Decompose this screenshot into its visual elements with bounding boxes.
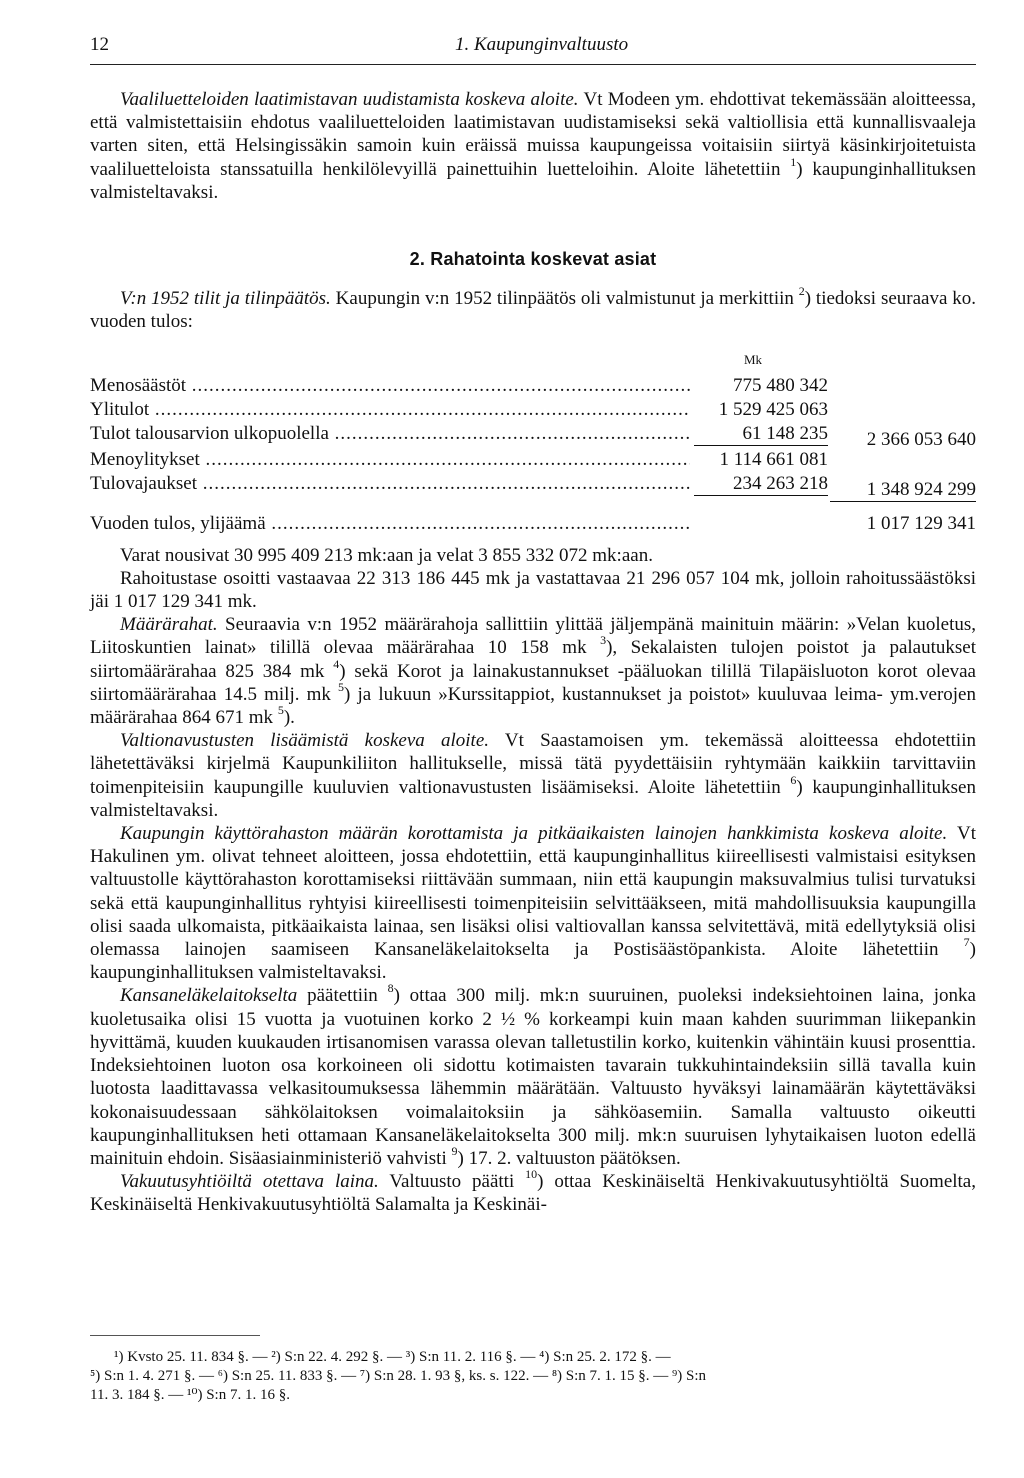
ledger-row — [90, 422, 990, 450]
footnote-ref: 9 — [451, 1143, 458, 1158]
paragraph-text: Seuraavia v:n 1952 määrärahoja sallittiin ylittää jäljempänä mainituin määrin: »Velan kuoletus, Liitoskuntien lainat» tilillä olevaa määrärahaa 10 158 mk — [90, 614, 976, 659]
ledger-label: Menoylitykset ..... — [90, 448, 690, 471]
ledger-value: 1 529 425 063 — [718, 398, 828, 420]
ledger-label: Tulot talousarvion ulkopuolella ..... — [90, 422, 690, 445]
paragraph-text: ) sekä Korot ja lainakustannukset -pääluokan tilillä Tilapäisluoton korot olevaa siirtomäärärahaa 14.5 milj. mk — [90, 660, 976, 705]
ledger-value: 775 480 342 — [733, 374, 828, 396]
paragraph-text: ) kaupunginhallituksen valmisteltavaksi. — [90, 158, 976, 203]
paragraph-text: ), Sekalaisten tulojen poistot ja palautukset siirtomäärärahaa 825 384 mk — [90, 637, 976, 682]
footnote-ref: 1 — [790, 154, 797, 169]
footnote-line: ¹) Kvsto 25. 11. 834 §. — ²) S:n 22. 4. 292 §. — ³) S:n 11. 2. 116 §. — ⁴) S:n 25. 2. 172 §. — — [114, 1349, 671, 1365]
ledger-subtotal: 1 348 924 299 — [830, 478, 976, 502]
paragraph-pension-institution-loan — [90, 981, 976, 1170]
running-title: 1. Kaupunginvaltuusto — [455, 34, 629, 55]
footnote-ref: 10 — [525, 1167, 538, 1182]
ledger-label: Tulovajaukset ..... — [90, 472, 690, 495]
ledger-row — [90, 398, 990, 421]
footnote-ref: 3 — [600, 633, 607, 648]
footnote-line: ⁵) S:n 1. 4. 271 §. — ⁶) S:n 25. 11. 833 §. — ⁷) S:n 28. 1. 93 §, ks. s. 122. — ⁸) S:n 7. 1. 15 §. — ⁹) S:n — [90, 1368, 707, 1384]
ledger-row-result — [90, 512, 990, 535]
footnotes — [90, 1335, 976, 1405]
paragraph-title: Määrärahat. — [120, 614, 218, 636]
footnote-ref: 7 — [963, 935, 970, 950]
paragraph-text: ) kaupunginhallituksen valmisteltavaksi. — [90, 939, 976, 984]
paragraph-appropriations — [90, 613, 976, 729]
footnote-ref: 4 — [333, 656, 340, 671]
ledger-value: 61 148 235 — [694, 422, 828, 446]
paragraph-title: Kaupungin käyttörahaston määrän korottamista ja pitkäaikaisten lainojen hankkimista koskeva aloite. — [120, 823, 948, 845]
paragraph-insurance-loan — [90, 1167, 976, 1216]
paragraph-electoral-rolls — [90, 88, 976, 204]
ledger-value: 1 114 661 081 — [719, 448, 828, 470]
paragraph-text: ) ja lukuun »Kurssitappiot, kustannukset ja poistot» kuuluvaa leima- ym.verojen määrärahaa 864 671 mk — [90, 683, 976, 729]
footnote-ref: 2 — [798, 284, 805, 299]
paragraph-text: Vt Modeen ym. ehdottivat tekemässään aloitteessa, että valmistettaisiin ehdotus vaaliluetteloiden laatimistavan uudistamiseksi sekä valtiollisia että kunnallisvaaleja varten siten, että Helsingissäkin samoin kuin eräissä muissa kaupungeissa voitaisiin siirtyä käsinkirjoitetuista vaaliluetteloista stanssatuilla henkilölevyillä painettuihin luetteloihin. Aloite lähetettiin — [90, 89, 976, 180]
ledger-value: 234 263 218 — [694, 472, 828, 496]
paragraph-text: päätettiin — [297, 985, 388, 1007]
footnote-ref: 8 — [387, 981, 394, 996]
paragraph-working-fund — [90, 822, 976, 984]
paragraph-text: ) ottaa Keskinäiseltä Henkivakuutusyhtiöltä Suomelta, Keskinäiseltä Henkivakuutusyhtiöltä Salamalta ja Keskinäi- — [90, 1171, 976, 1216]
paragraph-text: Vt Saastamoisen ym. tekemässä aloitteessa ehdotettiin lähetettäväksi kirjelmä Kaupunkiliiton hallitukselle, missä tätä pyydettäisiin ryhtymään kaikkiin tarvittaviin toimenpiteisiin kaupungille kuuluvien valtionavustusten lisäämiseksi. Aloite lähetettiin — [90, 730, 976, 798]
paragraph-title: Kansaneläkelaitokselta — [120, 985, 298, 1007]
body-text — [90, 88, 976, 1217]
paragraph-text: ) tiedoksi seuraava ko. vuoden tulos: — [90, 288, 976, 333]
paragraph-accounts-1952 — [90, 284, 976, 333]
footnote-ref: 5 — [277, 703, 284, 718]
ledger-label: Vuoden tulos, ylijäämä ..... — [90, 512, 690, 535]
ledger-table — [90, 348, 976, 538]
footnote-ref: 5 — [338, 679, 345, 694]
paragraph-state-subsidies — [90, 729, 976, 822]
paragraph-title: V:n 1952 tilit ja tilinpäätös. — [120, 288, 331, 310]
paragraph-title: Valtionavustusten lisäämistä koskeva aloite. — [120, 730, 490, 752]
footnote-line: 11. 3. 184 §. — ¹⁰) S:n 7. 1. 16 §. — [90, 1387, 290, 1403]
paragraph-text: ) 17. 2. valtuuston päätöksen. — [457, 1147, 681, 1169]
paragraph-text: Kaupungin v:n 1952 tilinpäätös oli valmistunut ja merkittiin — [330, 288, 799, 310]
paragraph-title: Vaaliluetteloiden laatimistavan uudistamista koskeva aloite. — [120, 89, 579, 110]
footnote-ref: 6 — [790, 772, 797, 787]
paragraph-text: ) kaupunginhallituksen valmisteltavaksi. — [90, 776, 976, 821]
paragraph-text: ). — [283, 707, 295, 729]
ledger-row — [90, 448, 990, 471]
ledger-subtotal: 2 366 053 640 — [866, 428, 976, 450]
ledger-result: 1 017 129 341 — [866, 512, 976, 534]
paragraph-assets: Varat nousivat 30 995 409 213 mk:aan ja velat 3 855 332 072 mk:aan. — [120, 544, 653, 566]
footnote-divider — [90, 1335, 260, 1336]
ledger-row — [90, 374, 990, 397]
ledger-row — [90, 472, 990, 500]
paragraph-text: ) ottaa 300 milj. mk:n suuruinen, puoleksi indeksiehtoinen laina, jonka kuoletusaika olisi 15 vuotta ja vuotuinen korko 2 ½ % korkeampi kuin maan kahden suurimman liikepankin hyvittämä, kuuden kuukauden irtisanomisen varassa olevan talletustilin korko, kuitenkin vähintäin kuusi prosenttia. Indeksiehtoinen luoton osa korkoineen oli sidottu kotimaisten tavarain tukkuhintaindeksiin sillä tavalla kuin luotosta laadittavassa velkasitoumuksessa lähemmin määrätään. Valtuusto hyväksyi lainamäärän käytettäväksi kokonaisuudessaan sähkölaitoksen voimalaitoksiin ja sähköasemiin. Samalla valtuusto oikeutti kaupunginhallituksen heti ottamaan Kansaneläkelaitokselta 300 milj. mk:n suuruisen lyhytaikaisen luoton edellä mainituin ehdoin. Sisäasiainministeriö vahvisti — [90, 985, 976, 1169]
section-heading: 2. Rahatointa koskevat asiat — [409, 249, 657, 270]
ledger-label: Menosäästöt ..... — [90, 374, 690, 397]
paragraph-financing-balance: Rahoitustase osoitti vastaavaa 22 313 186 445 mk ja vastattavaa 21 296 057 104 mk, jolloin rahoitussäästöksi jäi 1 017 129 341 mk. — [90, 567, 976, 613]
ledger-label: Ylitulot ..... — [90, 398, 690, 421]
page-number: 12 — [90, 34, 109, 55]
paragraph-text: Valtuusto päätti — [378, 1171, 526, 1193]
ledger-unit: Mk — [744, 351, 763, 367]
paragraph-text: Vt Hakulinen ym. olivat tehneet aloitteen, jossa ehdotettiin, että kaupunginhallitus kiireellisesti valmistaisi esityksen valtuustolle käyttörahaston korottamiseksi riittävään summaan, niin että kaupungin maksuvalmius tulisi turvatuksi sekä että kaupunginhallitus ryhtyisi kiireellisesti toimenpiteisiin selvittääkseen, mitä mahdollisuuksia kaupungilla olisi saada ulkomaista, pitkäaikaista lainaa, sen lisäksi olisi valtiovallan kanssa selvitettävä, mitä edellytyksiä olisi olemassa lainojen saamiseen Kansaneläkelaitokselta ja Postisäästöpankista. Aloite lähetettiin — [90, 823, 976, 961]
paragraph-title: Vakuutusyhtiöiltä otettava laina. — [120, 1171, 379, 1193]
page-header — [90, 34, 976, 65]
